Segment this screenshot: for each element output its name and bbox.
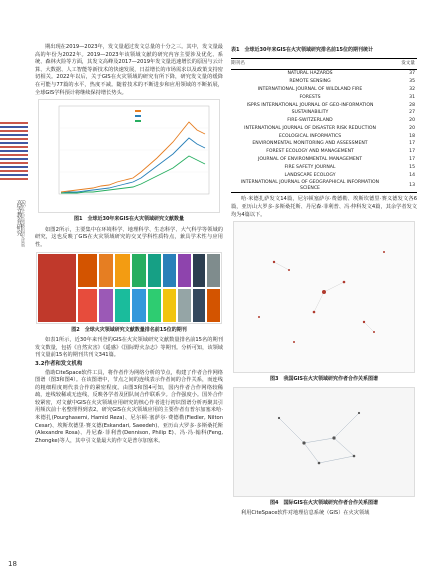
treemap-cell xyxy=(77,288,97,323)
journal-count: 35 xyxy=(409,79,415,85)
figure-4-network xyxy=(233,387,415,497)
journal-name: REMOTE SENSING xyxy=(289,79,331,85)
sidebar-flag-band xyxy=(0,120,28,180)
table-row xyxy=(231,125,417,133)
journal-count: 17 xyxy=(409,156,415,162)
journal-count: 20 xyxy=(409,125,415,131)
table-row xyxy=(231,140,417,148)
figure-1-caption: 图1 全球近30年来GIS在火灾领域研究文献数量 xyxy=(73,216,184,223)
paragraph-3: 如表1所示，近30年来刊登的GIS在火灾领域研究文献数量排名前15名的期刊发文数量，包括《自然灾害》《遥感》《国际野火杂志》等期刊。分析可知，该领域刊文量前15名的期刊共刊文341篇。 xyxy=(35,337,223,359)
treemap-cell xyxy=(114,253,131,288)
sidebar-subtitle: GIS在火灾领域的研究进展 xyxy=(21,200,26,247)
table-row xyxy=(231,78,417,86)
journal-name: JOURNAL OF ENVIRONMENTAL MANAGEMENT xyxy=(257,156,362,162)
figure-2-caption: 图2 全球火灾领域研究文献数量排名前15位的期刊 xyxy=(71,326,187,333)
treemap-cell xyxy=(131,253,148,288)
journal-count: 28 xyxy=(409,102,415,108)
treemap-cell xyxy=(37,253,77,323)
treemap-cell xyxy=(192,288,207,323)
treemap-cell xyxy=(114,288,131,323)
figure-1-line-chart xyxy=(38,99,220,213)
journal-name: ECOLOGICAL INFORMATICS xyxy=(278,133,342,139)
treemap-cell xyxy=(162,288,177,323)
treemap-cell xyxy=(206,288,221,323)
figure-2-treemap xyxy=(36,252,222,324)
paragraph-last: 利用CiteSpace软件对地理信息系统（GIS）在火灾领域 xyxy=(241,510,370,517)
journal-count: 20 xyxy=(409,118,415,124)
treemap-cell xyxy=(98,288,115,323)
journal-name: INTERNATIONAL JOURNAL OF DISASTER RISK REDUCTION xyxy=(244,125,376,131)
journal-name: FIRE-SWITZERLAND xyxy=(287,118,333,124)
figure-1-svg xyxy=(39,100,219,212)
table-row xyxy=(231,148,417,156)
journal-name: FOREST ECOLOGY AND MANAGEMENT xyxy=(266,149,354,155)
paragraph-continued: 哈·米德扎萨发文14篇，尼尔顿塞萨尔·费德勒、埃斯坎德里·赛义德发文各6篇，亚历山大罗多·多斯桑托斯、丹尼森·菲利普、冯·仲科发文4篇，其余学者发文均为4篇以下。 xyxy=(231,196,417,218)
table-row xyxy=(231,101,417,109)
table-row xyxy=(231,164,417,172)
journal-name: ISPRS INTERNATIONAL JOURNAL OF GEO-INFORMATION xyxy=(246,102,374,108)
journal-count: 18 xyxy=(409,133,415,139)
journal-count: 14 xyxy=(409,172,415,178)
paragraph-2: 如图2所示，主要集中在环境科学、地理科学、生态科学、大气科学等领域的研究，这也反映了GIS在火灾领域研究的交叉学科性质特点，兼具学术性与应用性。 xyxy=(35,226,223,248)
sidebar-title: 高等教育研究 xyxy=(15,200,22,236)
treemap-cell xyxy=(147,288,162,323)
journal-count: 27 xyxy=(409,110,415,116)
journal-name: FORESTS xyxy=(299,94,321,100)
treemap-cell xyxy=(192,253,207,288)
treemap-cell xyxy=(206,253,221,288)
figure-4-caption: 图4 国际GIS在火灾领域研究作者合作关系图谱 xyxy=(269,499,379,506)
journal-count: 32 xyxy=(409,86,415,92)
journal-count: 15 xyxy=(409,164,415,170)
journal-name: INTERNATIONAL JOURNAL OF GEOGRAPHICAL INFORMATION SCIENCE xyxy=(231,179,389,193)
figure-3-caption: 图3 我国GIS在火灾领域研究作者合作关系图谱 xyxy=(269,376,379,383)
journal-count: 13 xyxy=(389,179,417,193)
section-heading-3-2: 3.2作者和发文机构 xyxy=(35,360,83,367)
treemap-cell xyxy=(177,288,192,323)
table-row xyxy=(231,70,417,78)
journal-name: ENVIRONMENTAL MONITORING AND ASSESSMENT xyxy=(252,141,368,147)
figure-3-svg xyxy=(234,222,414,372)
paragraph-1: 期出现在2019—2023年，发文量超过发文总量的十分之三。其中，发文量最高的年份为2022年。2019—2023年该领域文献的研究内容主要涉及优化、系统、森林火险等方面，其发文高峰及2017—2019年发文量迅速增长的原因与云计算、大数据、人工智能等新技术的快速发展，日益增长的市场需求以及政策支持密切相关。2022年以后，关于GIS在火灾领域的研究有所下降，研究发文量的缓降在可能与77篇的水平，热度不减。随着技术的不断进步和应用领域的不断拓展，全球GIS学科预计将继续保持增长势头。 xyxy=(35,44,223,96)
table-1-title: 表1 全球近30年来GIS在火灾领域研究排名前15位的期刊统计 xyxy=(231,47,373,53)
col-journal-header: 期刊名 xyxy=(231,58,389,70)
table-row xyxy=(231,117,417,125)
table-row xyxy=(231,94,417,102)
journal-name: LANDSCAPE ECOLOGY xyxy=(284,172,336,178)
table-row xyxy=(231,109,417,117)
treemap-cell xyxy=(131,288,148,323)
table-header-row xyxy=(231,58,417,70)
table-row xyxy=(231,179,417,193)
journal-count: 37 xyxy=(409,71,415,77)
treemap-cell xyxy=(77,253,97,288)
journal-name: FIRE SAFETY JOURNAL xyxy=(284,164,336,170)
journal-count: 31 xyxy=(409,94,415,100)
left-column xyxy=(35,44,223,446)
figure-3-network xyxy=(233,221,415,373)
journal-name: SUSTAINABILITY xyxy=(291,110,329,116)
treemap-cell xyxy=(162,253,177,288)
figure-4-svg xyxy=(234,388,414,496)
table-row xyxy=(231,156,417,164)
table-row xyxy=(231,86,417,94)
page-number: 18 xyxy=(8,560,17,568)
journal-name: INTERNATIONAL JOURNAL OF WILDLAND FIRE xyxy=(257,86,363,92)
journal-count: 17 xyxy=(409,149,415,155)
col-count-header: 发文量 xyxy=(389,58,417,70)
table-row xyxy=(231,171,417,179)
journal-count: 17 xyxy=(409,141,415,147)
paragraph-4: 借助CiteSpace软件工具，将作者作为网络分析的节点，构建了作者合作网络图谱（图3和图4）。在该图谱中，节点之间的连线表示作者间的合作关系，而连线的粗细程度则代表合作的紧密程度。由图3和图4可知，国内作者合作网络较稀疏，连线较稀或无连线，反映各学者及团队间合作联系少。合作强度小。国外合作较紧密，对文献中GIS在火灾领域应用研究的核心作者进行初识图谱分析再聚其引用频次前十名整理得到表2。研究GIS在火灾领域应用的主要作者有普尔加塞米哈·米德扎(Pourghasemi, Hamid Reza)、尼尔顿·塞萨尔·费德勒(Fiedler, Nilton Cesar)、埃斯坎德里·赛义德(Eskandari, Saeedeh)、亚历山大罗多·多斯桑托斯(Alexandre Rosa)、丹尼森·菲利普(Dennison, Philip E)、冯·冯·翰科(Feng, Zhongke)等人，其中引文量最大的作文是普尔加塞米。 xyxy=(35,369,223,444)
treemap-cell xyxy=(177,253,192,288)
table-row xyxy=(231,132,417,140)
sidebar xyxy=(0,0,28,575)
journal-name: NATURAL HAZARDS xyxy=(287,71,333,77)
treemap-cell xyxy=(98,253,115,288)
treemap-cell xyxy=(147,253,162,288)
journal-table xyxy=(231,58,417,194)
right-column xyxy=(231,44,417,519)
